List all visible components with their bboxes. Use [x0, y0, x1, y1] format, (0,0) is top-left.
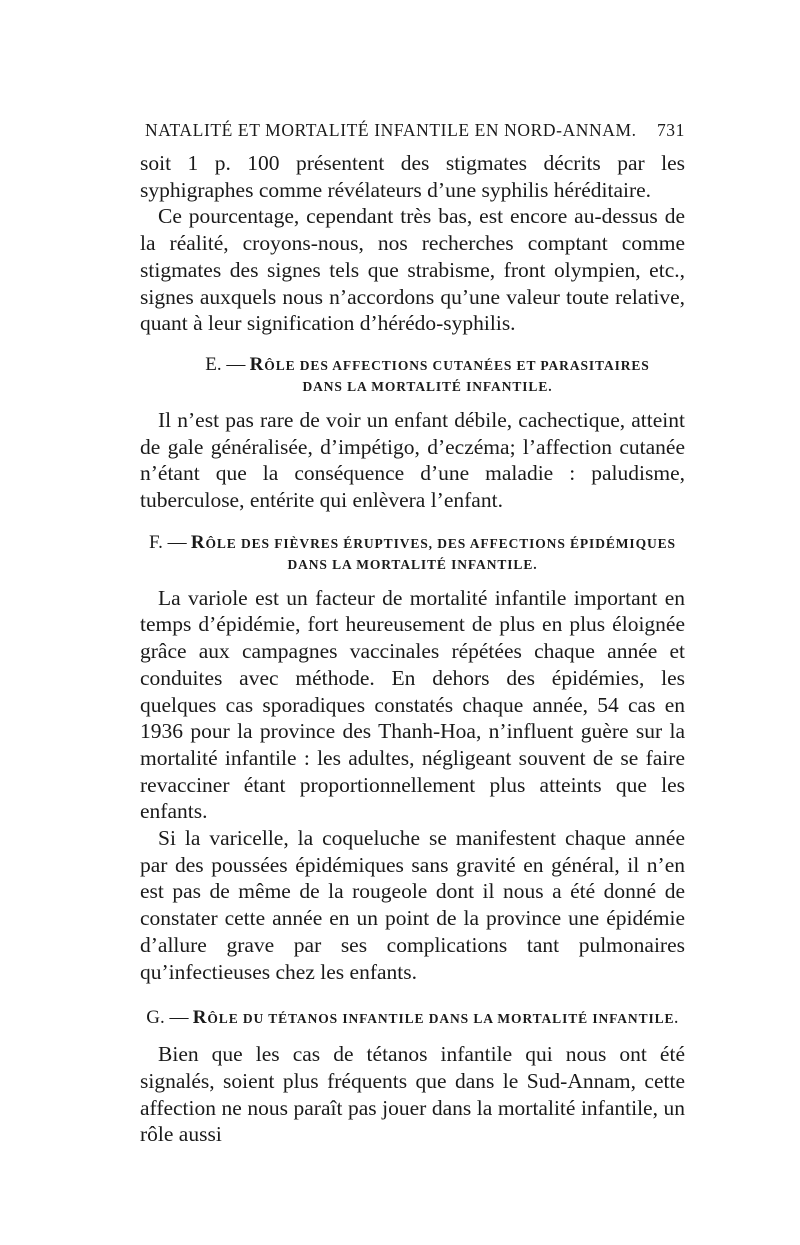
section-letter-f: F. — — [149, 531, 187, 553]
paragraph-tetanos: Bien que les cas de tétanos infantile qui nous ont été signalés, soient plus fréquents que dans le Sud-Annam, cette affection ne nous paraît pas jouer dans la mortalité infantile, un rôle aussi — [140, 1042, 685, 1147]
section-heading-f-line2: DANS LA MORTALITÉ INFANTILE. — [287, 556, 538, 572]
paragraph-variole: La variole est un facteur de mortalité infantile important en temps d’épidémie, fort heureusement de plus en plus éloignée grâce aux campagnes vaccinales répétées chaque année et conduites avec méthode. En dehors des épidémies, les quelques cas sporadiques constatés chaque année, 54 cas en 1936 pour la province des Thanh-Hoa, n’influent guère sur la mortalité infantile : les adultes, négligeant souvent de se faire revacciner étant proportionnellement plus atteints que les enfants. — [140, 585, 685, 824]
section-title-e: ÔLE DES AFFECTIONS CUTANÉES ET PARASITAIRES — [264, 357, 650, 373]
paragraph-syphilis-stigmates: soit 1 p. 100 présentent des stigmates décrits par les syphigraphes comme révélateurs d’une syphilis héréditaire. — [140, 151, 685, 202]
page-number: 731 — [656, 120, 685, 140]
section-heading-g-line1 — [140, 1007, 685, 1029]
section-heading-f-line1 — [140, 532, 685, 554]
section-initial-e: R — [249, 353, 265, 375]
section-letter-g: G. — — [146, 1007, 189, 1029]
section-heading-e — [140, 354, 685, 397]
section-letter-e: E. — — [205, 353, 246, 375]
paragraph-varicelle: Si la varicelle, la coqueluche se manifestent chaque année par des poussées épidémiques sans gravité en général, il n’en est pas de même de la rougeole dont il nous a été donné de constater cette année en un point de la province une épidémie d’allure grave par ses complications tant pulmonaires qu’infectieuses chez les enfants. — [140, 826, 685, 984]
running-head — [145, 120, 685, 141]
section-heading-e-line2: DANS LA MORTALITÉ INFANTILE. — [302, 378, 553, 394]
section-initial-g: R — [192, 1007, 208, 1029]
section-initial-f: R — [190, 531, 206, 553]
section-title-f: ÔLE DES FIÈVRES ÉRUPTIVES, DES AFFECTIONS ÉPIDÉMIQUES — [205, 535, 676, 551]
section-heading-f — [140, 532, 685, 575]
section-heading-g — [140, 1007, 685, 1029]
section-heading-e-line1 — [170, 354, 685, 376]
paragraph-affections-cutanees: Il n’est pas rare de voir un enfant débile, cachectique, atteint de gale généralisée, d’impétigo, d’eczéma; l’affection cutanée n’étant que la conséquence d’une maladie : paludisme, tuberculose, entérite qui enlèvera l’enfant. — [140, 407, 685, 513]
running-head-title: NATALITÉ ET MORTALITÉ INFANTILE EN NORD-ANNAM. — [145, 120, 637, 140]
page-body — [140, 150, 685, 1148]
section-title-g: ÔLE DU TÉTANOS INFANTILE DANS LA MORTALITÉ INFANTILE. — [207, 1011, 679, 1027]
paragraph-pourcentage: Ce pourcentage, cependant très bas, est encore au-dessus de la réalité, croyons-nous, nos recherches comptant comme stigmates des signes tels que strabisme, front olympien, etc., signes auxquels nous n’accordons qu’une valeur toute relative, quant à leur signification d’hérédo-syphilis. — [140, 204, 685, 336]
